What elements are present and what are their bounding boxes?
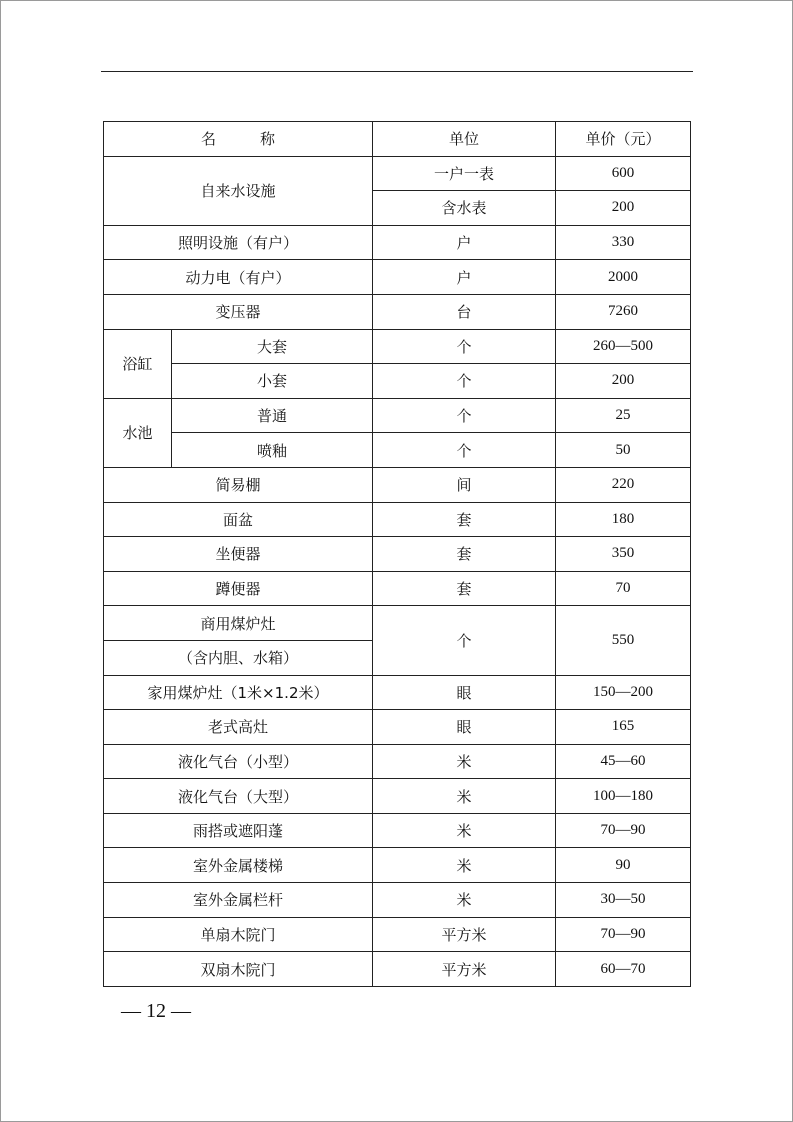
header-rule bbox=[101, 71, 693, 72]
item-name: 液化气台（大型） bbox=[104, 779, 373, 814]
item-unit: 眼 bbox=[373, 710, 556, 745]
item-price: 550 bbox=[556, 606, 691, 675]
item-name: 照明设施（有户） bbox=[104, 225, 373, 260]
item-unit: 平方米 bbox=[373, 952, 556, 987]
item-name: 大套 bbox=[172, 329, 373, 364]
item-price: 200 bbox=[556, 364, 691, 399]
item-unit: 米 bbox=[373, 883, 556, 918]
item-name: 面盆 bbox=[104, 502, 373, 537]
item-price: 200 bbox=[556, 191, 691, 226]
table-header-row bbox=[104, 122, 691, 157]
item-unit: 米 bbox=[373, 848, 556, 883]
group-name: 浴缸 bbox=[104, 329, 172, 398]
item-price: 70—90 bbox=[556, 813, 691, 848]
page-number: — 12 — bbox=[121, 1000, 191, 1022]
item-price: 90 bbox=[556, 848, 691, 883]
item-price: 220 bbox=[556, 467, 691, 502]
item-name: 蹲便器 bbox=[104, 571, 373, 606]
item-unit: 一户一表 bbox=[373, 156, 556, 191]
item-name: 动力电（有户） bbox=[104, 260, 373, 295]
table-row bbox=[104, 260, 691, 295]
table-row bbox=[104, 710, 691, 745]
table-row bbox=[104, 156, 691, 191]
item-unit: 台 bbox=[373, 294, 556, 329]
item-price: 150—200 bbox=[556, 675, 691, 710]
table-row bbox=[104, 294, 691, 329]
item-price: 165 bbox=[556, 710, 691, 745]
table-row bbox=[104, 329, 691, 364]
table-row bbox=[104, 883, 691, 918]
header-name: 名 称 bbox=[104, 122, 373, 157]
item-unit: 个 bbox=[373, 329, 556, 364]
item-unit: 个 bbox=[373, 398, 556, 433]
item-name: 简易棚 bbox=[104, 467, 373, 502]
table-row bbox=[104, 848, 691, 883]
item-name: 家用煤炉灶（1米×1.2米） bbox=[104, 675, 373, 710]
table-row bbox=[104, 744, 691, 779]
table-row bbox=[104, 502, 691, 537]
table-row bbox=[104, 571, 691, 606]
item-unit: 个 bbox=[373, 433, 556, 468]
item-price: 30—50 bbox=[556, 883, 691, 918]
item-price: 25 bbox=[556, 398, 691, 433]
item-price: 50 bbox=[556, 433, 691, 468]
item-name: 雨搭或遮阳蓬 bbox=[104, 813, 373, 848]
group-name: 水池 bbox=[104, 398, 172, 467]
item-name: 小套 bbox=[172, 364, 373, 399]
item-unit: 套 bbox=[373, 502, 556, 537]
item-price: 45—60 bbox=[556, 744, 691, 779]
table-row bbox=[104, 675, 691, 710]
item-name: 室外金属楼梯 bbox=[104, 848, 373, 883]
item-name: 液化气台（小型） bbox=[104, 744, 373, 779]
item-price: 60—70 bbox=[556, 952, 691, 987]
table-row bbox=[104, 364, 691, 399]
item-price: 260—500 bbox=[556, 329, 691, 364]
item-unit: 眼 bbox=[373, 675, 556, 710]
item-unit: 户 bbox=[373, 225, 556, 260]
item-name: 变压器 bbox=[104, 294, 373, 329]
item-name: 单扇木院门 bbox=[104, 917, 373, 952]
item-price: 600 bbox=[556, 156, 691, 191]
table-row bbox=[104, 433, 691, 468]
table-row bbox=[104, 398, 691, 433]
table-row bbox=[104, 917, 691, 952]
item-unit: 套 bbox=[373, 571, 556, 606]
item-price: 70—90 bbox=[556, 917, 691, 952]
item-name: 喷釉 bbox=[172, 433, 373, 468]
item-price: 180 bbox=[556, 502, 691, 537]
item-unit: 个 bbox=[373, 606, 556, 675]
item-unit: 套 bbox=[373, 537, 556, 572]
item-unit: 米 bbox=[373, 744, 556, 779]
item-unit: 个 bbox=[373, 364, 556, 399]
item-name-continued: （含内胆、水箱） bbox=[104, 640, 373, 675]
table-row bbox=[104, 225, 691, 260]
item-unit: 含水表 bbox=[373, 191, 556, 226]
item-name: 老式高灶 bbox=[104, 710, 373, 745]
item-name: 商用煤炉灶 bbox=[104, 606, 373, 641]
item-name: 室外金属栏杆 bbox=[104, 883, 373, 918]
item-unit: 间 bbox=[373, 467, 556, 502]
table-row bbox=[104, 813, 691, 848]
header-unit: 单位 bbox=[373, 122, 556, 157]
item-unit: 米 bbox=[373, 813, 556, 848]
table-row bbox=[104, 467, 691, 502]
table-row bbox=[104, 779, 691, 814]
item-unit: 米 bbox=[373, 779, 556, 814]
item-unit: 平方米 bbox=[373, 917, 556, 952]
item-name: 自来水设施 bbox=[104, 156, 373, 225]
item-price: 7260 bbox=[556, 294, 691, 329]
table-row bbox=[104, 952, 691, 987]
price-table bbox=[103, 121, 691, 987]
table-row bbox=[104, 606, 691, 641]
item-price: 70 bbox=[556, 571, 691, 606]
item-name: 普通 bbox=[172, 398, 373, 433]
item-price: 100—180 bbox=[556, 779, 691, 814]
item-price: 2000 bbox=[556, 260, 691, 295]
item-name: 双扇木院门 bbox=[104, 952, 373, 987]
header-price: 单价（元） bbox=[556, 122, 691, 157]
item-unit: 户 bbox=[373, 260, 556, 295]
item-name: 坐便器 bbox=[104, 537, 373, 572]
item-price: 330 bbox=[556, 225, 691, 260]
table-row bbox=[104, 537, 691, 572]
item-price: 350 bbox=[556, 537, 691, 572]
